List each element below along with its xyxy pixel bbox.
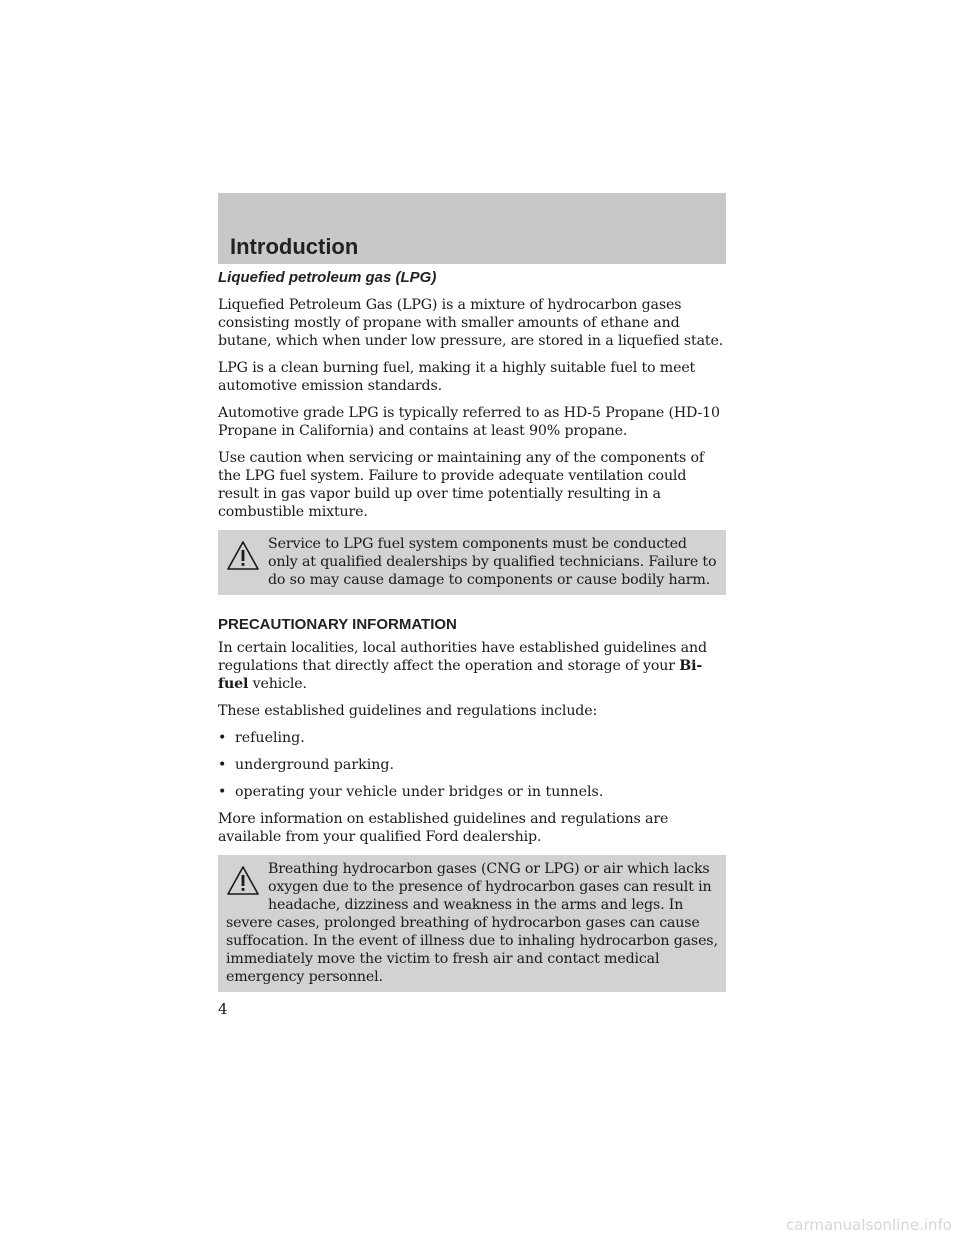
lpg-paragraph-3: Automotive grade LPG is typically referred to as HD-5 Propane (HD-10 Propane in California) and contains at least 90% propane. bbox=[218, 405, 720, 439]
list-item bbox=[218, 783, 726, 801]
bullet-icon: • bbox=[218, 784, 227, 800]
bullet-icon: • bbox=[218, 730, 227, 746]
more-info-paragraph: More information on established guidelines and regulations are available from your qualified Ford dealership. bbox=[218, 811, 669, 845]
guidelines-list bbox=[218, 729, 726, 801]
hydrocarbon-warning-text: Breathing hydrocarbon gases (CNG or LPG) or air which lacks oxygen due to the presence of hydrocarbon gases can result in headache, dizziness and weakness in the arms and legs. In severe cases, prolonged breathing of hydrocarbon gases can cause suffocation. In the event of illness due to inhaling hydrocarbon gases, immediately move the victim to fresh air and contact medical emergency personnel. bbox=[226, 861, 718, 985]
lpg-warning-box bbox=[218, 530, 726, 595]
lpg-warning-text: Service to LPG fuel system components must be conducted only at qualified dealerships by qualified technicians. Failure to do so may cause damage to components or cause bodily harm. bbox=[268, 536, 717, 588]
page-number: 4 bbox=[218, 1000, 228, 1018]
section-title: Introduction bbox=[230, 234, 359, 259]
page-content bbox=[218, 268, 726, 1006]
list-item-text: operating your vehicle under bridges or in tunnels. bbox=[235, 784, 604, 800]
watermark: carmanualsonline.info bbox=[786, 1216, 952, 1234]
precaution-intro bbox=[218, 639, 726, 693]
list-item-text: refueling. bbox=[235, 730, 305, 746]
hydrocarbon-warning-box bbox=[218, 855, 726, 992]
list-item bbox=[218, 729, 726, 747]
precaution-intro-end: vehicle. bbox=[248, 676, 307, 692]
lpg-heading: Liquefied petroleum gas (LPG) bbox=[218, 269, 437, 286]
bullet-icon: • bbox=[218, 757, 227, 773]
precautionary-heading: PRECAUTIONARY INFORMATION bbox=[218, 616, 457, 633]
bi-fuel-term: Bi-fuel bbox=[218, 658, 703, 692]
section-header-band bbox=[218, 193, 726, 264]
warning-triangle-icon bbox=[226, 539, 260, 573]
precaution-intro-start: In certain localities, local authorities have established guidelines and regulations that directly affect the operation and storage of your bbox=[218, 640, 707, 674]
lpg-paragraph-1: Liquefied Petroleum Gas (LPG) is a mixture of hydrocarbon gases consisting mostly of propane with smaller amounts of ethane and butane, which when under low pressure, are stored in a liquefied state. bbox=[218, 297, 724, 349]
list-item-text: underground parking. bbox=[235, 757, 394, 773]
warning-triangle-icon bbox=[226, 864, 260, 898]
lpg-paragraph-4: Use caution when servicing or maintaining any of the components of the LPG fuel system. Failure to provide adequate ventilation could result in gas vapor build up over time potentially resulting in a combustible mixture. bbox=[218, 450, 704, 520]
lpg-paragraph-2: LPG is a clean burning fuel, making it a highly suitable fuel to meet automotive emission standards. bbox=[218, 360, 696, 394]
list-item bbox=[218, 756, 726, 774]
guidelines-list-intro: These established guidelines and regulations include: bbox=[218, 703, 598, 719]
